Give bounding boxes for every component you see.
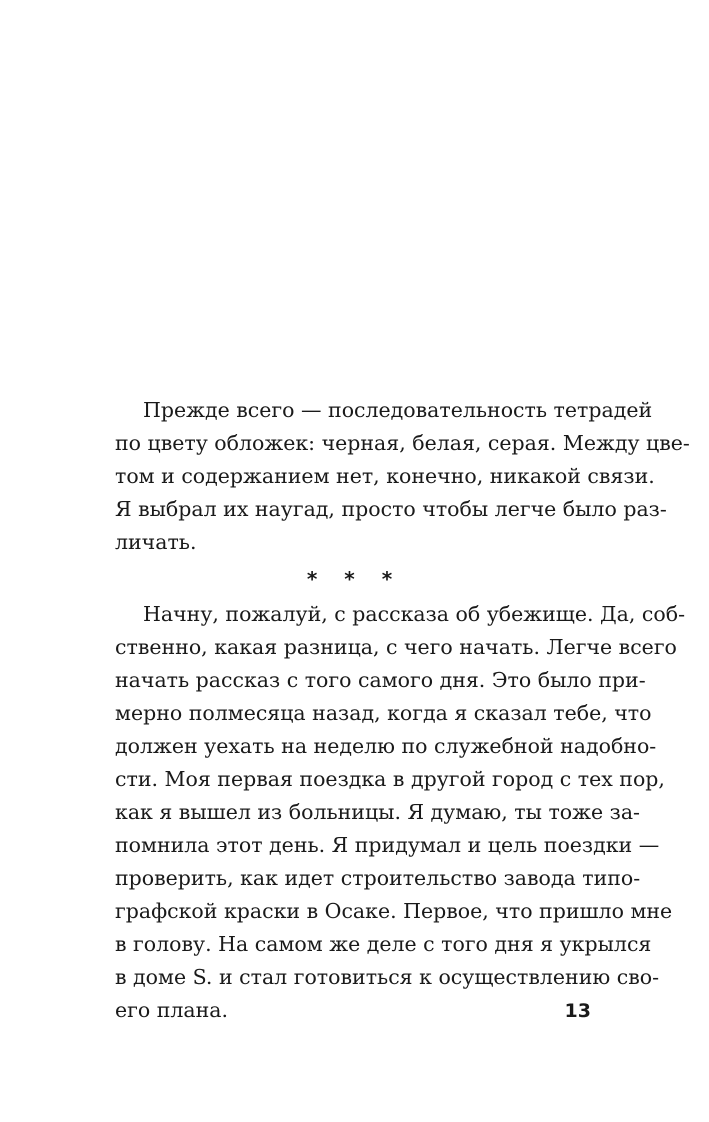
paragraph-1-line-4: Я выбрал их наугад, просто чтобы легче было раз- [115, 497, 667, 521]
paragraph-1-line-1: Прежде всего — последовательность тетрадей [143, 398, 653, 422]
paragraph-2-line-1: Начну, пожалуй, с рассказа об убежище. Да, соб- [143, 602, 686, 626]
paragraph-1-line-5: личать. [115, 530, 197, 554]
paragraph-2-line-11: в голову. На самом же деле с того дня я укрылся [115, 932, 652, 956]
paragraph-2-line-6: сти. Моя первая поездка в другой город с тех пор, [115, 767, 665, 791]
paragraph-1-line-2: по цвету обложек: черная, белая, серая. Между цве- [115, 431, 690, 455]
paragraph-1-line-3: том и содержанием нет, конечно, никакой связи. [115, 464, 655, 488]
paragraph-2-line-8: помнила этот день. Я придумал и цель поездки — [115, 833, 660, 857]
paragraph-2-line-5: должен уехать на неделю по служебной надобно- [115, 734, 657, 758]
paragraph-2-line-9: проверить, как идет строительство завода типо- [115, 866, 641, 890]
page-number: 13 [564, 1000, 591, 1022]
paragraph-2-line-3: начать рассказ с того самого дня. Это было при- [115, 668, 646, 692]
paragraph-2-line-13: его плана. [115, 998, 229, 1022]
paragraph-2-line-7: как я вышел из больницы. Я думаю, ты тоже за- [115, 800, 640, 824]
paragraph-2-line-2: ственно, какая разница, с чего начать. Легче всего [115, 635, 677, 659]
paragraph-2-line-12: в доме S. и стал готовиться к осуществлению сво- [115, 965, 660, 989]
paragraph-2-line-4: мерно полмесяца назад, когда я сказал тебе, что [115, 701, 652, 725]
section-break-asterisks: * * * [306, 567, 403, 591]
paragraph-2-line-10: графской краски в Осаке. Первое, что пришло мне [115, 899, 673, 923]
